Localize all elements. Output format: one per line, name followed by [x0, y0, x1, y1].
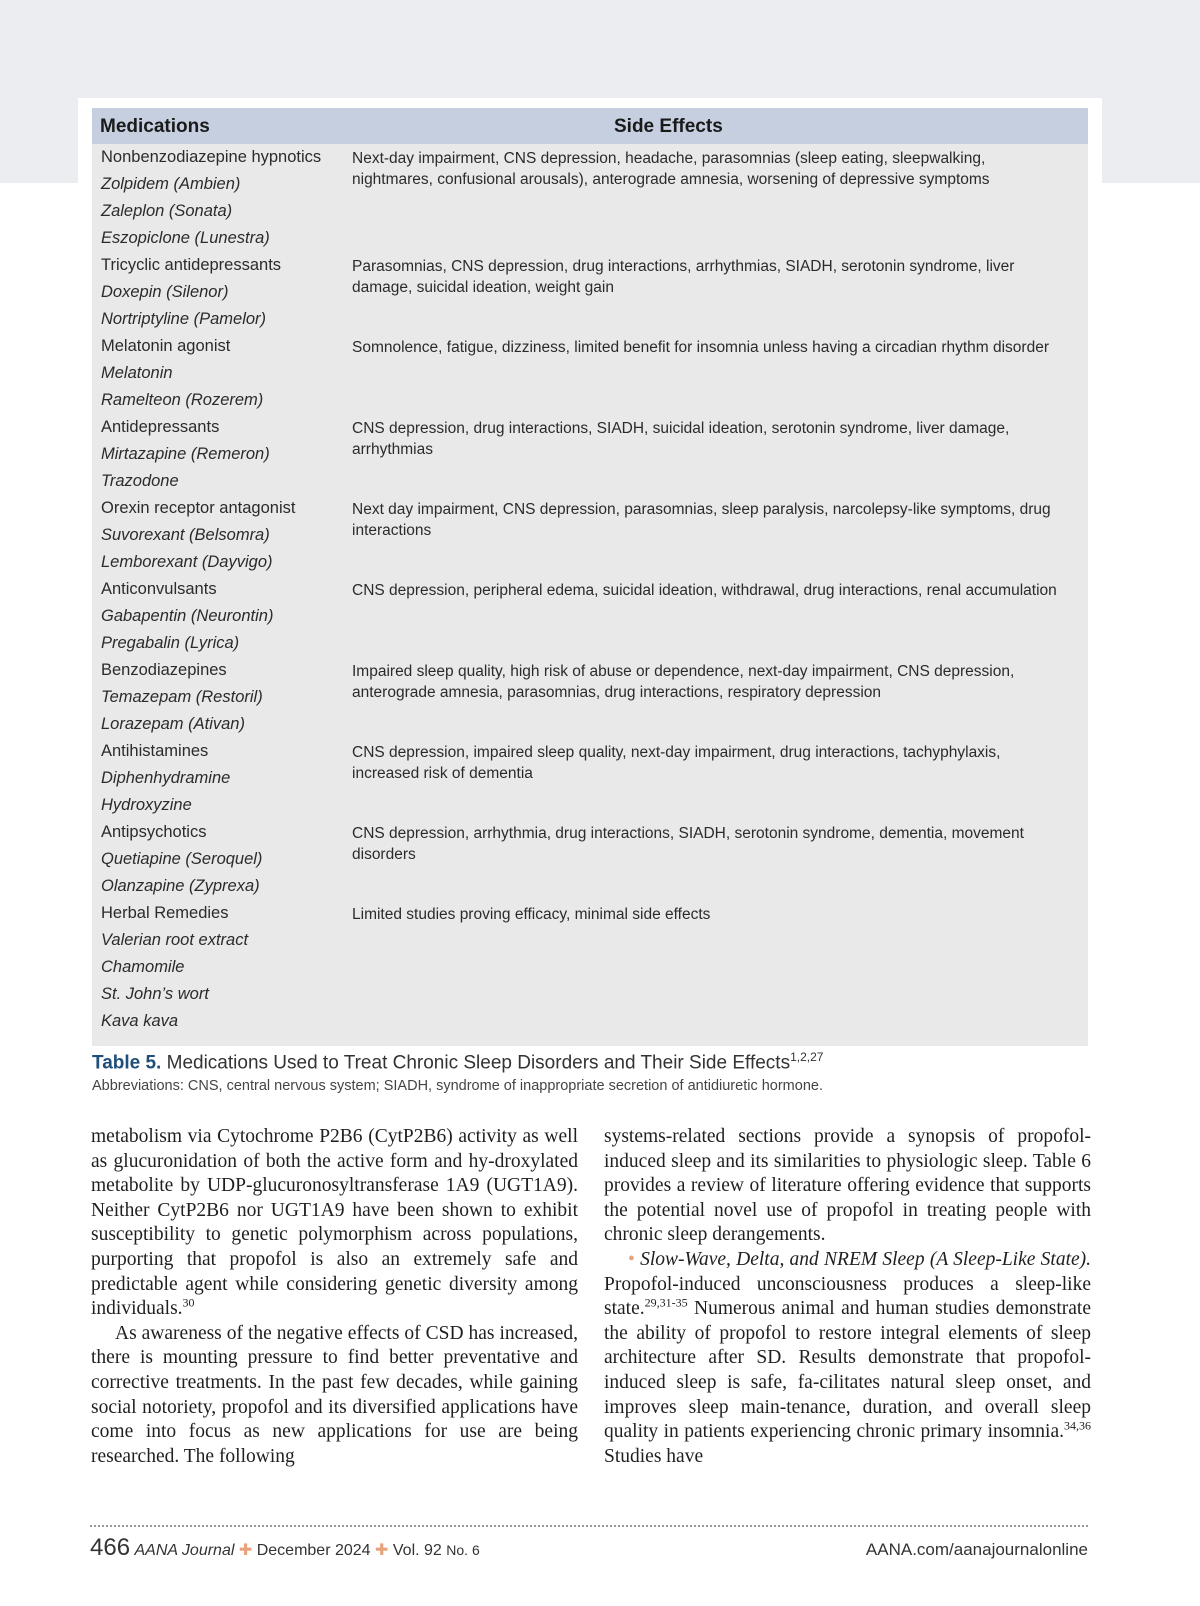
table-row: [92, 333, 1088, 414]
table-row: [92, 657, 1088, 738]
drug-name: Diphenhydramine: [101, 769, 231, 787]
paragraph: systems-related sections provide a synopsis of propofol-induced sleep and its similarities to physiologic sleep. Table 6 provides a review of literature offering evidence that supports the potential novel use of propofol in treating people with chronic sleep derangements.: [604, 1126, 1091, 1246]
side-effects-text: CNS depression, drug interactions, SIADH, suicidal ideation, serotonin syndrome, liver damage, arrhythmias: [352, 420, 1010, 458]
drug-name: Lorazepam (Ativan): [101, 715, 245, 733]
drug-name: Zolpidem (Ambien): [101, 175, 241, 193]
footer-divider: [90, 1525, 1088, 1527]
drug-name: St. John’s wort: [101, 985, 209, 1003]
separator-icon: ✚: [375, 1542, 389, 1559]
citation: 29,31-35: [644, 1295, 688, 1310]
journal-name: AANA Journal: [134, 1542, 235, 1559]
drug-name: Zaleplon (Sonata): [101, 202, 233, 220]
drug-name: Valerian root extract: [101, 931, 249, 949]
paragraph: [604, 1248, 1091, 1469]
issue-date: December 2024: [256, 1542, 371, 1559]
side-effects-text: Impaired sleep quality, high risk of abuse or dependence, next-day impairment, CNS depression, anterograde amnesia, parasomnias, drug interactions, respiratory depression: [352, 663, 1015, 701]
side-effects-text: Limited studies proving efficacy, minimal side effects: [352, 906, 711, 923]
medication-class: Melatonin agonist: [101, 337, 231, 355]
side-effects-text: Parasomnias, CNS depression, drug interactions, arrhythmias, SIADH, serotonin syndrome, liver damage, suicidal ideation, weight gain: [352, 258, 1015, 296]
drug-name: Hydroxyzine: [101, 796, 192, 814]
drug-name: Lemborexant (Dayvigo): [101, 553, 273, 571]
citation: 30: [182, 1295, 195, 1310]
medication-class: Herbal Remedies: [101, 904, 229, 922]
medications-table: [92, 108, 1088, 1046]
drug-name: Quetiapine (Seroquel): [101, 850, 263, 868]
table-caption: [92, 1050, 823, 1074]
drug-name: Kava kava: [101, 1012, 179, 1030]
table-row: [92, 900, 1088, 1035]
drug-name: Suvorexant (Belsomra): [101, 526, 270, 544]
table-row: [92, 495, 1088, 576]
medication-class: Nonbenzodiazepine hypnotics: [101, 148, 322, 166]
drug-name: Trazodone: [101, 472, 179, 490]
side-effects-text: CNS depression, peripheral edema, suicidal ideation, withdrawal, drug interactions, renal accumulation: [352, 582, 1057, 599]
body-column-right: [604, 1125, 1091, 1469]
medication-class: Tricyclic antidepressants: [101, 256, 282, 274]
medication-class: Antihistamines: [101, 742, 209, 760]
paragraph-text: Numerous animal and human studies demonstrate the ability of propofol to restore integral elements of sleep architecture after SD. Results demonstrate that propofol-induced sleep is safe, fa-cilitates natural sleep onset, and improves sleep main-tenance, duration, and overall sleep quality in patients experiencing chronic primary insomnia.: [604, 1298, 1092, 1443]
medication-class: Antipsychotics: [101, 823, 207, 841]
paragraph: As awareness of the negative effects of CSD has increased, there is mounting pressure to find better preventative and corrective treatments. In the past few decades, while gaining social notoriety, propofol and its diversified applications have come into focus as new applications for use are being researched. The following: [91, 1322, 578, 1467]
journal-url[interactable]: AANA.com/aanajournalonline: [865, 1540, 1088, 1559]
paragraph-text: Propofol-induced unconsciousness produces a sleep-like state.: [604, 1273, 1091, 1320]
body-column-left: [91, 1125, 578, 1469]
section-heading: Slow-Wave, Delta, and NREM Sleep (A Sleep-Like State).: [640, 1248, 1092, 1270]
caption-title: Medications Used to Treat Chronic Sleep Disorders and Their Side Effects: [166, 1052, 791, 1074]
caption-label: Table 5.: [92, 1052, 162, 1074]
side-effects-text: CNS depression, impaired sleep quality, next-day impairment, drug interactions, tachyphylaxis, increased risk of dementia: [352, 744, 1001, 782]
side-effects-text: Somnolence, fatigue, dizziness, limited benefit for insomnia unless having a circadian rhythm disorder: [352, 339, 1049, 356]
drug-name: Chamomile: [101, 958, 185, 976]
page-footer: [90, 1534, 480, 1562]
drug-name: Nortriptyline (Pamelor): [101, 310, 267, 328]
drug-name: Mirtazapine (Remeron): [101, 445, 270, 463]
medication-class: Anticonvulsants: [101, 580, 217, 598]
page-number: 466: [90, 1534, 131, 1561]
separator-icon: ✚: [238, 1542, 253, 1559]
paragraph: [91, 1125, 578, 1322]
volume: Vol. 92: [392, 1542, 442, 1559]
table-row: [92, 576, 1088, 657]
table-row: [92, 414, 1088, 495]
header-medications: Medications: [100, 116, 210, 137]
medication-class: Orexin receptor antagonist: [101, 499, 296, 517]
drug-name: Melatonin: [101, 364, 173, 382]
drug-name: Eszopiclone (Lunestra): [101, 229, 270, 247]
side-effects-text: Next day impairment, CNS depression, parasomnias, sleep paralysis, narcolepsy-like symptoms, drug interactions: [352, 501, 1051, 539]
medication-class: Benzodiazepines: [101, 661, 227, 679]
table-row: [92, 738, 1088, 819]
table-row: [92, 252, 1088, 333]
drug-name: Temazepam (Restoril): [101, 688, 263, 706]
paragraph-text: Studies have: [604, 1445, 704, 1467]
drug-name: Pregabalin (Lyrica): [101, 634, 240, 652]
caption-refs: 1,2,27: [790, 1050, 824, 1064]
drug-name: Ramelteon (Rozerem): [101, 391, 264, 409]
table-header: [92, 108, 1088, 144]
header-side-effects: Side Effects: [614, 116, 723, 137]
side-effects-text: Next-day impairment, CNS depression, headache, parasomnias (sleep eating, sleepwalking, nightmares, confusional arousals), anterograde amnesia, worsening of depressive symptoms: [352, 150, 990, 188]
bullet-icon: •: [628, 1248, 635, 1270]
medication-class: Antidepressants: [101, 418, 220, 436]
drug-name: Doxepin (Silenor): [101, 283, 229, 301]
side-effects-text: CNS depression, arrhythmia, drug interactions, SIADH, serotonin syndrome, dementia, movement disorders: [352, 825, 1024, 863]
table-row: [92, 144, 1088, 252]
issue-number: No. 6: [446, 1542, 480, 1558]
table-abbreviations: Abbreviations: CNS, central nervous system; SIADH, syndrome of inappropriate secretion of antidiuretic hormone.: [92, 1078, 823, 1094]
table-row: [92, 819, 1088, 900]
drug-name: Gabapentin (Neurontin): [101, 607, 274, 625]
paragraph-text: metabolism via Cytochrome P2B6 (CytP2B6) activity as well as glucuronidation of both the active form and hy-droxylated metabolite by UDP-glucuronosyltransferase 1A9 (UGT1A9). Neither CytP2B6 nor UGT1A9 have been shown to exhibit susceptibility to genetic polymorphism across populations, purporting that propofol is also an extremely safe and predictable agent while considering genetic diversity among individuals.: [91, 1126, 578, 1320]
citation: 34,36: [1064, 1418, 1091, 1433]
drug-name: Olanzapine (Zyprexa): [101, 877, 260, 895]
